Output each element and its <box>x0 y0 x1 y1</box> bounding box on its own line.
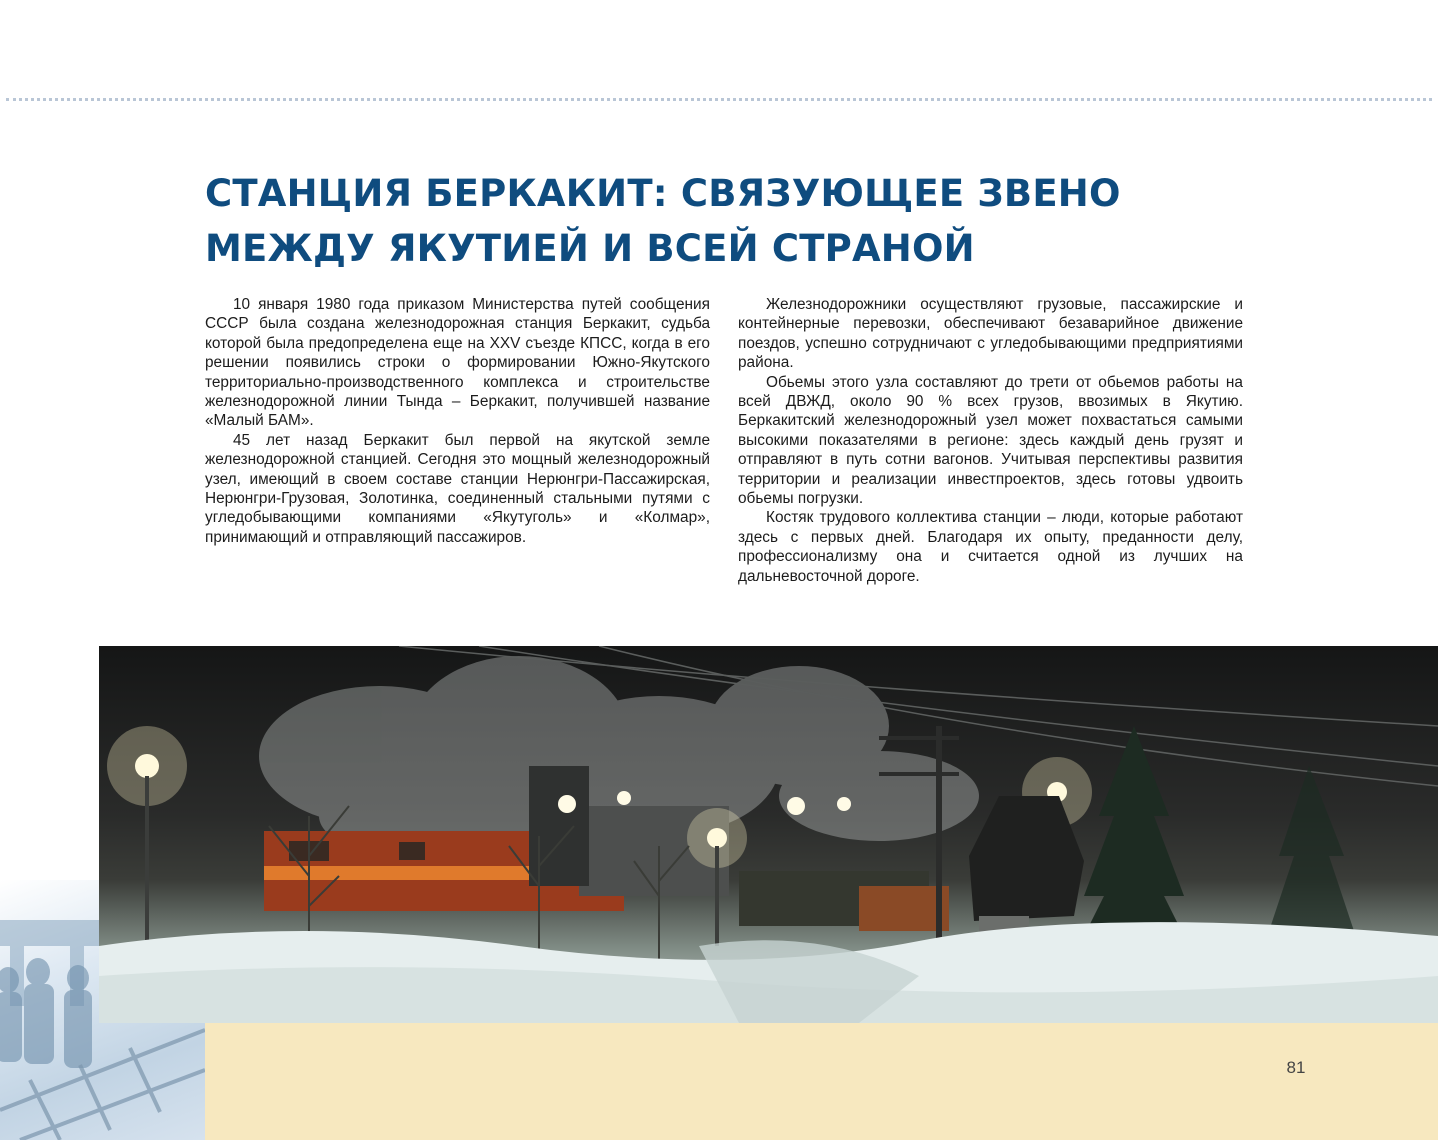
page-number: 81 <box>1286 1058 1306 1077</box>
page-title <box>205 166 1205 276</box>
paragraph: Обьемы этого узла составляют до трети от обьемов работы на всей ДВЖД, около 90 % всех грузов, ввозимых в Якутию. Беркакитский железнодорожный узел может похвастаться самыми высокими показателями в регионе: здесь каждый день грузят и отправляют в путь сотни вагонов. Учитывая перспективы развития территории и реализации инвестпроектов, здесь готовы удвоить обьемы погрузки. <box>738 373 1243 508</box>
title-line-2: МЕЖДУ ЯКУТИЕЙ И ВСЕЙ СТРАНОЙ <box>205 227 975 270</box>
article-right-column <box>738 295 1243 586</box>
paragraph: Костяк трудового коллектива станции – люди, которые работают здесь с первых дней. Благодаря их опыту, преданности делу, профессионализму она и считается одной из лучших на дальневосточной дороге. <box>738 509 1243 585</box>
article-left-column <box>205 295 710 547</box>
paragraph: 45 лет назад Беркакит был первой на якутской земле железнодорожной станцией. Сегодня это мощный железнодорожный узел, имеющий в своем составе станции Нерюнгри-Пассажирская, Нерюнгри-Грузовая, Золотинка, соединенный стальными путями с угледобывающими компаниями «Якутуголь» и «Колмар», принимающий и отправляющий пассажиров. <box>205 431 710 546</box>
berkakit-station-night-photo <box>99 646 1438 1023</box>
footer-band <box>205 1023 1438 1140</box>
paragraph: Железнодорожники осуществляют грузовые, пассажирские и контейнерные перевозки, обеспечивают безаварийное движение поездов, успешно сотрудничают с угледобывающими предприятиями района. <box>738 296 1243 372</box>
paragraph: 10 января 1980 года приказом Министерства путей сообщения СССР была создана железнодорожная станция Беркакит, судьба которой была предопределена еще на XXV съезде КПСС, когда в его решении появились строки о формировании Южно-Якутского территориально-производственного комплекса и строительстве железнодорожной линии Тында – Беркакит, получившей название «Малый БАМ». <box>205 296 710 430</box>
top-dotted-divider <box>6 98 1432 101</box>
title-line-1: СТАНЦИЯ БЕРКАКИТ: СВЯЗУЮЩЕЕ ЗВЕНО <box>205 172 1121 215</box>
